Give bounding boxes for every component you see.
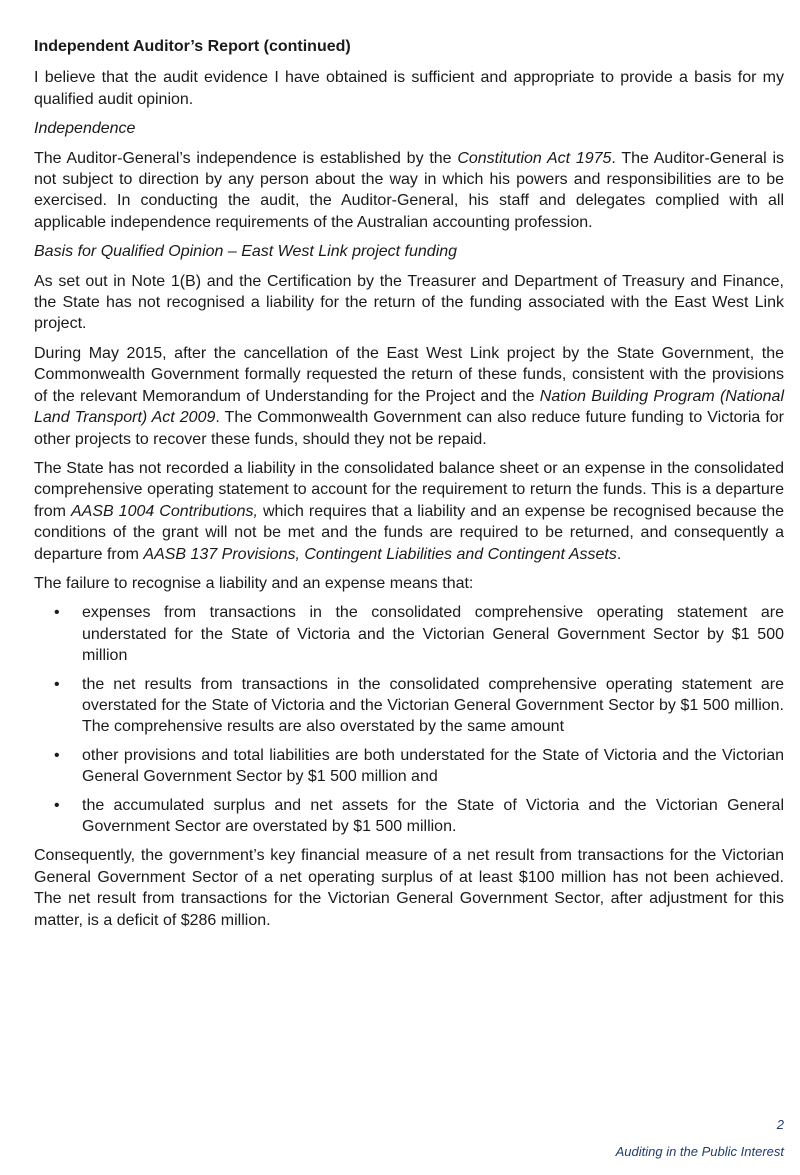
constitution-act-title: Constitution Act 1975 [457, 149, 612, 167]
list-item [34, 795, 784, 838]
report-heading: Independent Auditor’s Report (continued) [34, 38, 351, 55]
bullet-icon: • [54, 746, 60, 764]
aasb-137-title: AASB 137 Provisions, Contingent Liabilities and Contingent Assets [143, 545, 617, 563]
independence-subheading: Independence [34, 120, 136, 138]
page-number: 2 [776, 1117, 784, 1132]
basis-p2-text-a: During May 2015, after the cancellation of the East West Link project by the State Government, the Commonwealth Government formally requested the return of these funds, consistent with the provisions of the relevant Memorandum of Understanding for the Project and the [34, 344, 784, 405]
bullet-icon: • [54, 796, 60, 814]
footer-title: Auditing in the Public Interest [615, 1144, 784, 1159]
consequence-list [34, 602, 784, 837]
basis-paragraph-3 [34, 458, 784, 565]
basis-paragraph-1: As set out in Note 1(B) and the Certification by the Treasurer and Department of Treasury and Finance, the State has not recognised a liability for the return of the funding associated with the East West Link project. [34, 272, 784, 333]
list-item-text: other provisions and total liabilities are both understated for the State of Victoria and the Victorian General Government Sector by $1 500 million and [82, 746, 784, 786]
report-body [34, 36, 784, 939]
basis-paragraph-4: The failure to recognise a liability and an expense means that: [34, 574, 474, 592]
independence-text-a: The Auditor-General’s independence is established by the [34, 149, 458, 167]
list-item [34, 745, 784, 788]
basis-p3-text-c: . [616, 545, 622, 563]
bullet-icon: • [54, 675, 60, 693]
evidence-paragraph: I believe that the audit evidence I have obtained is sufficient and appropriate to provide a basis for my qualified audit opinion. [34, 69, 784, 108]
basis-p3-text-a: The State has not recorded a liability in the consolidated balance sheet or an expense in the consolidated comprehensive operating statement to account for the requirement to return the funds. This is a departure from [34, 459, 784, 520]
bullet-icon: • [54, 604, 60, 622]
basis-subheading: Basis for Qualified Opinion – East West Link project funding [34, 243, 458, 261]
list-item [34, 602, 784, 666]
basis-paragraph-2 [34, 343, 784, 450]
aasb-1004-title: AASB 1004 Contributions, [71, 502, 258, 520]
list-item-text: the accumulated surplus and net assets for the State of Victoria and the Victorian General Government Sector are overstated by $1 500 million. [82, 796, 784, 835]
list-item-text: the net results from transactions in the consolidated comprehensive operating statement are overstated for the State of Victoria and the Victorian General Government Sector by $1 500 million. The comprehensive results are also overstated by the same amount [82, 675, 784, 736]
list-item [34, 674, 784, 738]
basis-p2-text-b: . The Commonwealth Government can also reduce future funding to Victoria for other projects to recover these funds, should they not be repaid. [34, 409, 785, 448]
basis-p3-text-b: which requires that a liability and an expense be recognised because the conditions of the grant will not be met and the funds are required to be returned, and consequently a departure from [34, 502, 784, 563]
independence-paragraph [34, 148, 784, 234]
list-item-text: expenses from transactions in the consolidated comprehensive operating statement are understated for the State of Victoria and the Victorian General Government Sector by $1 500 million [82, 604, 784, 665]
independence-text-b: . The Auditor-General is not subject to direction by any person about the way in which his powers and responsibilities are to be exercised. In conducting the audit, the Auditor-General, his staff and delegates complied with all applicable independence requirements of the Australian accounting profession. [34, 149, 785, 231]
nation-building-act-title: Nation Building Program (National Land Transport) Act 2009 [34, 387, 785, 427]
conclusion-paragraph: Consequently, the government’s key financial measure of a net result from transactions for the Victorian General Government Sector of a net operating surplus of at least $100 million has not been achieved. The net result from transactions for the Victorian General Government Sector, after adjustment for this matter, is a deficit of $286 million. [34, 847, 784, 929]
